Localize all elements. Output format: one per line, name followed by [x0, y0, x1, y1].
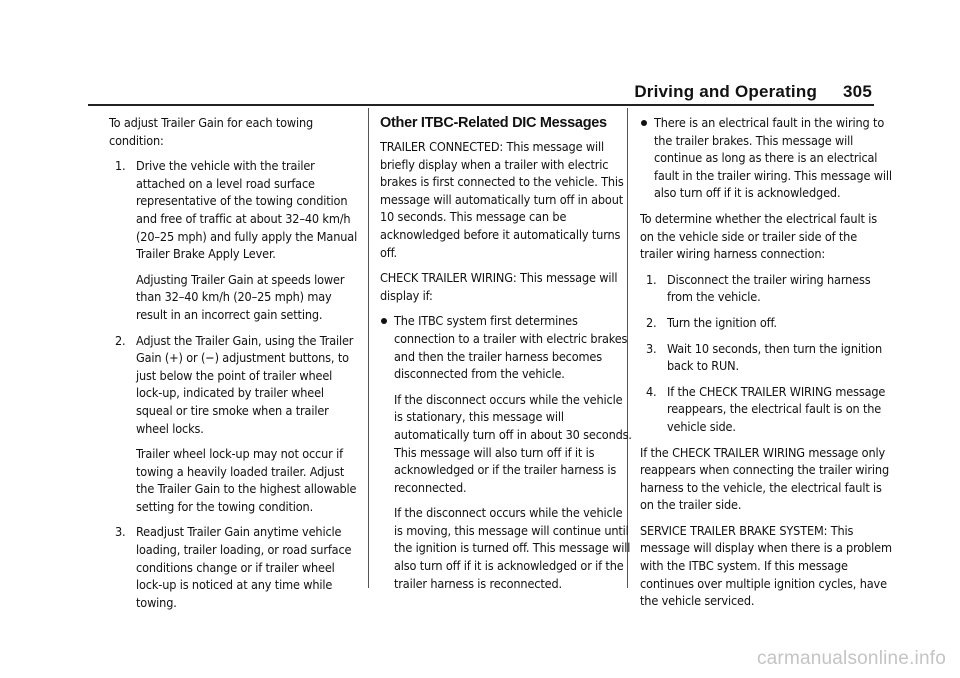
step-number: 2.: [115, 332, 126, 348]
step-number: 3.: [646, 340, 657, 356]
column-left: [109, 114, 361, 619]
step-number: 1.: [646, 271, 657, 287]
step-text: Drive the vehicle with the trailer attached on a level road surface representative of the towing condition and free of traffic at about 32–40 km/h (20–25 mph) and fully apply the Manual Trailer Brake Apply Lever.: [136, 158, 358, 262]
trailer-gain-steps: [109, 157, 361, 611]
list-item: [640, 340, 892, 375]
check-wiring-paragraph: CHECK TRAILER WIRING: This message will display if:: [380, 270, 618, 303]
bullet-list: [640, 114, 892, 202]
list-item: [380, 312, 632, 592]
fault-location-paragraph: To determine whether the electrical fault is on the vehicle side or trailer side of the trailer wiring harness connection:: [640, 210, 877, 262]
list-item: [109, 332, 361, 516]
bullet-icon: [381, 318, 387, 324]
bullet-list: [380, 312, 632, 592]
page-header: [634, 82, 872, 102]
step-text: Disconnect the trailer wiring harness from the vehicle.: [667, 271, 871, 305]
step-number: 4.: [646, 383, 657, 399]
step-text: Adjust the Trailer Gain, using the Trailer Gain (+) or (−) adjustment buttons, to just below the point of trailer wheel lock-up, indicated by trailer wheel squeal or tire smoke when a trailer wheel locks.: [136, 332, 354, 436]
step-text: Wait 10 seconds, then turn the ignition back to RUN.: [667, 340, 882, 374]
watermark: carmanualsonline.info: [756, 648, 946, 669]
step-number: 2.: [646, 314, 657, 330]
bullet-icon: [641, 120, 647, 126]
column-right: [640, 114, 892, 618]
section-heading: Other ITBC-Related DIC Messages: [380, 115, 607, 131]
step-number: 1.: [115, 158, 126, 174]
service-brake-paragraph: SERVICE TRAILER BRAKE SYSTEM: This message will display when there is a problem with the ITBC system. If this message continues over multiple ignition cycles, have the vehicle serviced.: [640, 522, 892, 609]
list-item: [640, 271, 892, 306]
list-item: [640, 383, 892, 436]
trailer-side-paragraph: If the CHECK TRAILER WIRING message only reappears when connecting the trailer wiring harness to the vehicle, the electrical fault is on the trailer side.: [640, 444, 889, 513]
page-number: 305: [843, 82, 872, 101]
list-item: [640, 314, 892, 332]
step-note: Trailer wheel lock-up may not occur if towing a heavily loaded trailer. Adjust the Trailer Gain to the highest allowable setting for the towing condition.: [136, 446, 357, 514]
bullet-note: If the disconnect occurs while the vehicle is moving, this message will continue until the ignition is turned off. This message will also turn off if it is acknowledged or if the trailer harness is reconnected.: [394, 505, 631, 591]
list-item: [109, 523, 361, 611]
step-note: Adjusting Trailer Gain at speeds lower than 32–40 km/h (20–25 mph) may result in an incorrect gain setting.: [136, 271, 345, 322]
intro-paragraph: To adjust Trailer Gain for each towing condition:: [109, 115, 314, 148]
column-divider: [368, 108, 369, 588]
fault-check-steps: [640, 271, 892, 436]
section-title: Driving and Operating: [634, 82, 818, 101]
step-text: If the CHECK TRAILER WIRING message reappears, the electrical fault is on the vehicle side.: [667, 383, 886, 434]
column-middle: [380, 114, 632, 600]
trailer-connected-paragraph: TRAILER CONNECTED: This message will briefly display when a trailer with electric brakes is first connected to the vehicle. This message will automatically turn off in about 10 seconds. This message can be acknowledged before it automatically turns off.: [380, 139, 624, 260]
bullet-text: The ITBC system first determines connection to a trailer with electric brakes and then the trailer harness becomes disconnected from the vehicle.: [394, 313, 628, 382]
step-text: Readjust Trailer Gain anytime vehicle loading, trailer loading, or road surface conditions change or if trailer wheel lock-up is noticed at any time while towing.: [136, 524, 352, 610]
step-text: Turn the ignition off.: [667, 314, 777, 330]
step-number: 3.: [115, 524, 126, 540]
list-item: [640, 114, 892, 202]
header-rule: [88, 104, 874, 106]
bullet-note: If the disconnect occurs while the vehicle is stationary, this message will automatically turn off in about 30 seconds. This message will also turn off if it is acknowledged or if the trailer harness is reconnected.: [394, 391, 632, 495]
bullet-text: There is an electrical fault in the wiring to the trailer brakes. This message will continue as long as there is an electrical fault in the trailer wiring. This message will also turn off if it is acknowledged.: [654, 115, 892, 201]
list-item: [109, 157, 361, 323]
